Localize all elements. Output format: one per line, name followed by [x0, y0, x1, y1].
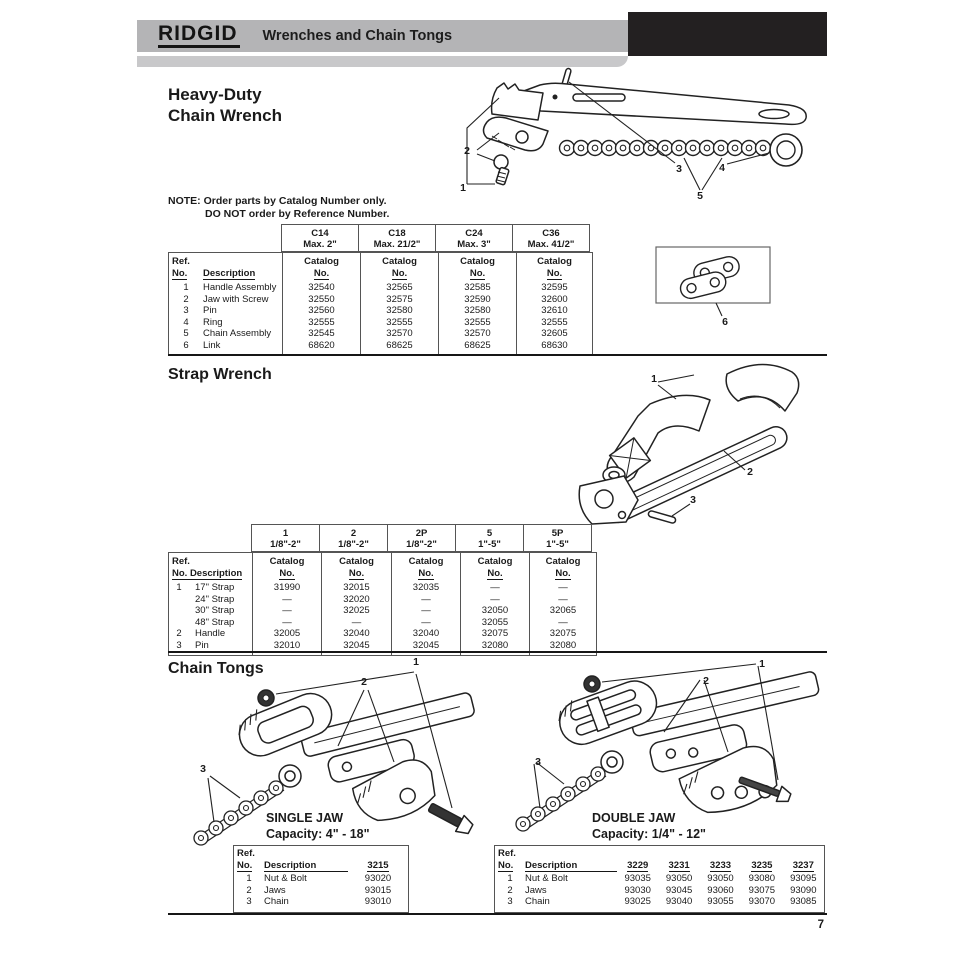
catalog-label: Catalog	[516, 253, 592, 268]
ridgid-logo: RIDGID	[158, 24, 240, 48]
catalog-number: 32080	[529, 640, 596, 656]
part-description: 30" Strap	[195, 605, 235, 616]
no-label	[498, 860, 525, 873]
catalog-number: 93050	[665, 873, 693, 884]
ref-no: 2	[183, 293, 189, 305]
lower-jaw-part	[484, 117, 549, 151]
caption-title: DOUBLE JAW	[592, 811, 676, 825]
sw-table-body	[168, 552, 597, 656]
section-title-chain-tongs: Chain Tongs	[168, 660, 264, 677]
catalog-number: 32020	[321, 594, 391, 606]
underlined-label: No.	[313, 267, 330, 279]
model-header-cell	[455, 524, 524, 552]
catalog-no-label	[438, 268, 516, 281]
ref-label: Ref.	[237, 848, 255, 859]
part-description: Chain	[525, 896, 550, 907]
catalog-number: 32545	[282, 328, 360, 340]
section-title-strap-wrench: Strap Wrench	[168, 366, 272, 383]
bolt-part	[426, 800, 475, 837]
caption-title: SINGLE JAW	[266, 811, 344, 825]
model-header-cell	[251, 524, 320, 552]
callout-1: 1	[651, 373, 657, 385]
callout-3: 3	[676, 163, 682, 175]
header-bar	[137, 20, 628, 52]
catalog-number: 32045	[391, 640, 460, 656]
catalog-number: 32040	[391, 628, 460, 640]
single-jaw-table	[233, 845, 409, 913]
model-range: Max. 21/2"	[373, 239, 421, 250]
chain-part	[560, 134, 803, 166]
model-name: 2	[350, 528, 357, 539]
catalog-label: Catalog	[252, 553, 321, 568]
ref-no: 3	[183, 305, 189, 316]
catalog-label: Catalog	[360, 253, 438, 268]
catalog-number: 32575	[360, 294, 438, 306]
catalog-number: 93030	[624, 884, 651, 896]
catalog-number: —	[460, 594, 529, 606]
catalog-number: 32550	[282, 294, 360, 306]
model-number-header	[741, 846, 782, 873]
model-name: C36	[542, 228, 560, 239]
part-description: 48" Strap	[195, 616, 235, 628]
catalog-label: Catalog	[438, 253, 516, 268]
catalog-number: 93070	[748, 896, 776, 907]
catalog-number: 32040	[321, 628, 391, 640]
catalog-label: Catalog	[529, 553, 596, 568]
callout-6: 6	[722, 316, 728, 328]
part-description: 24" Strap	[195, 593, 235, 605]
catalog-number: 32055	[460, 617, 529, 629]
ref-no: 6	[183, 339, 189, 351]
model-range: Max. 41/2"	[527, 239, 575, 250]
title-line-2: Chain Wrench	[168, 106, 282, 125]
catalog-number: 32555	[438, 317, 516, 329]
underlined-label: No.	[237, 859, 253, 871]
catalog-number: —	[321, 617, 391, 629]
catalog-number: 68620	[282, 340, 360, 356]
ref-label: Ref.	[172, 256, 190, 267]
double-jaw-table	[494, 845, 825, 913]
model-range: Max. 2"	[303, 239, 337, 250]
catalog-number: —	[252, 605, 321, 617]
model-range: 1/8"-2"	[270, 539, 301, 550]
chain-wrench-parts	[484, 68, 807, 185]
catalog-no-label	[516, 268, 592, 281]
catalog-number: 93040	[665, 896, 693, 907]
part-description: Jaws	[525, 884, 547, 896]
catalog-number: 32555	[282, 317, 360, 329]
catalog-number: 68625	[360, 340, 438, 356]
order-note	[168, 195, 389, 220]
underlined-label: 3237	[792, 859, 814, 871]
underlined-label: No. Description	[172, 567, 243, 579]
underlined-label: No.	[348, 567, 365, 579]
catalog-no-label	[391, 568, 460, 581]
catalog-number: —	[460, 580, 529, 594]
model-name: C24	[465, 228, 483, 239]
catalog-number: 93055	[707, 896, 734, 907]
ref-label: Ref.	[172, 556, 190, 567]
catalog-number: 32075	[460, 628, 529, 640]
part-description: Ring	[203, 316, 223, 328]
catalog-number: —	[529, 580, 596, 594]
underlined-label: Description	[264, 860, 348, 873]
ref-no: 3	[246, 896, 252, 907]
catalog-number: 32600	[516, 294, 592, 306]
no-label	[237, 860, 264, 873]
chain-wrench-illustration	[437, 62, 832, 212]
ref-no	[169, 617, 189, 629]
catalog-label: Catalog	[321, 553, 391, 568]
underlined-label: No.	[546, 267, 563, 279]
catalog-number: —	[529, 617, 596, 629]
model-range: 1"-5"	[478, 539, 501, 550]
catalog-number: 32585	[438, 280, 516, 294]
ref-no: 2	[507, 884, 513, 896]
catalog-number: 32560	[282, 305, 360, 317]
double-jaw-parts	[524, 671, 820, 828]
catalog-number: 93045	[665, 884, 693, 896]
section-title-chain-wrench	[168, 84, 282, 126]
underlined-label: No.	[172, 267, 188, 279]
ref-no	[169, 594, 189, 606]
underlined-label: No.	[498, 859, 514, 871]
sw-model-header	[251, 524, 592, 552]
ref-no: 2	[246, 884, 252, 896]
catalog-number: 32540	[282, 280, 360, 294]
model-header-cell	[281, 224, 359, 252]
callout-2: 2	[464, 145, 470, 157]
callout-2: 2	[747, 466, 753, 478]
callout-1: 1	[759, 658, 765, 670]
part-description: Handle Assembly	[203, 282, 277, 293]
catalog-number: 32080	[460, 640, 529, 656]
model-number-header	[658, 846, 699, 873]
catalog-number: 32010	[252, 640, 321, 656]
catalog-no-label	[360, 268, 438, 281]
callout-4: 4	[719, 162, 725, 174]
model-range: 1/8"-2"	[406, 539, 437, 550]
catalog-number: 32570	[360, 328, 438, 340]
part-description: Nut & Bolt	[525, 873, 568, 884]
spacer	[203, 253, 282, 268]
ref-no-header	[234, 846, 264, 873]
callout-3: 3	[200, 763, 206, 775]
underlined-label: Description	[203, 267, 256, 279]
catalog-number: 32075	[529, 628, 596, 640]
model-header-cell	[358, 224, 436, 252]
model-header-cell	[435, 224, 513, 252]
underlined-label: No.	[469, 267, 486, 279]
model-header-cell	[319, 524, 388, 552]
catalog-number: 32065	[529, 605, 596, 617]
catalog-number: 31990	[252, 580, 321, 594]
no-label	[169, 268, 203, 281]
ref-desc-cell	[169, 580, 252, 594]
catalog-number: 32590	[438, 294, 516, 306]
model-range: 1"-5"	[546, 539, 569, 550]
caption-capacity: Capacity: 4" - 18"	[266, 827, 370, 841]
ref-no: 1	[507, 873, 513, 884]
ref-desc-cell	[169, 628, 252, 640]
description-header	[525, 846, 617, 873]
ref-no: 1	[176, 582, 182, 593]
handle-part	[521, 83, 806, 124]
catalog-label: Catalog	[282, 253, 360, 268]
underlined-label: No.	[391, 267, 408, 279]
catalog-number: 93095	[790, 873, 817, 884]
ref-label: Ref.	[498, 848, 516, 859]
description-label	[203, 268, 282, 281]
model-number-header	[617, 846, 658, 873]
callout-1: 1	[460, 182, 466, 194]
catalog-number: 32015	[321, 580, 391, 594]
part-description: Jaw with Screw	[203, 293, 269, 305]
model-name: C18	[388, 228, 406, 239]
catalog-no-label	[460, 568, 529, 581]
model-number-header	[348, 846, 408, 873]
top-jaw-part	[553, 673, 663, 750]
part-description: Link	[203, 339, 221, 351]
cw-model-header	[281, 224, 590, 252]
ref-no: 5	[183, 328, 189, 339]
page-title: Wrenches and Chain Tongs	[262, 28, 453, 44]
ref-desc-cell	[169, 617, 252, 629]
model-number-header	[783, 846, 824, 873]
ref-desc-cell	[169, 594, 252, 606]
model-name: 5P	[551, 528, 564, 539]
ref-no: 2	[176, 628, 182, 639]
ref-no: 1	[246, 873, 252, 884]
pin-part	[648, 510, 677, 523]
model-header-cell	[512, 224, 590, 252]
catalog-number: 32555	[360, 317, 438, 329]
callout-1: 1	[413, 656, 419, 668]
callout-3: 3	[690, 494, 696, 506]
catalog-number: —	[252, 617, 321, 629]
title-line-1: Heavy-Duty	[168, 85, 262, 104]
catalog-number: —	[529, 594, 596, 606]
part-description: Pin	[195, 639, 209, 651]
underlined-label: 3233	[709, 859, 732, 871]
model-range: Max. 3"	[457, 239, 491, 250]
catalog-number: 93015	[364, 884, 392, 896]
catalog-label: Catalog	[460, 553, 529, 568]
catalog-number: —	[252, 594, 321, 606]
model-range: 1/8"-2"	[338, 539, 369, 550]
part-description: Chain	[264, 896, 289, 907]
part-description: Pin	[203, 305, 217, 316]
catalog-number: 93085	[790, 896, 817, 907]
callout-2: 2	[361, 676, 367, 688]
catalog-number: —	[391, 594, 460, 606]
catalog-number: 32580	[438, 305, 516, 317]
catalog-number: 32005	[252, 628, 321, 640]
model-name: C14	[311, 228, 329, 239]
catalog-number: 68625	[438, 340, 516, 356]
catalog-label: Catalog	[391, 553, 460, 568]
underlined-label: No.	[487, 567, 503, 579]
callout-5: 5	[697, 190, 703, 202]
catalog-number: 93025	[624, 896, 651, 907]
callout-2: 2	[703, 675, 709, 687]
ref-no: 3	[507, 896, 513, 907]
section-divider-1	[168, 354, 827, 356]
model-header-cell	[523, 524, 592, 552]
catalog-number: 32045	[321, 640, 391, 656]
model-number-header	[700, 846, 741, 873]
catalog-number: 32605	[516, 328, 592, 340]
catalog-number: —	[391, 605, 460, 617]
part-description: Nut & Bolt	[264, 873, 307, 884]
model-name: 5	[486, 528, 493, 539]
catalog-number: 32025	[321, 605, 391, 617]
ref-no	[169, 605, 189, 617]
catalog-no-label	[282, 268, 360, 281]
part-description: Handle	[195, 628, 226, 639]
part-description: Chain Assembly	[203, 328, 272, 339]
catalog-number: 32565	[360, 280, 438, 294]
single-jaw-caption	[266, 810, 370, 842]
caption-capacity: Capacity: 1/4" - 12"	[592, 827, 706, 841]
ref-no-header	[495, 846, 525, 873]
catalog-number: 32555	[516, 317, 592, 329]
catalog-number: 93060	[707, 884, 734, 896]
footer-divider	[168, 913, 827, 915]
model-name: 1	[282, 528, 289, 539]
catalog-number: 93020	[364, 873, 392, 884]
catalog-number: 32595	[516, 280, 592, 294]
catalog-no-label	[252, 568, 321, 581]
catalog-number: 93035	[624, 873, 651, 884]
catalog-number: 32570	[438, 328, 516, 340]
callout-3: 3	[535, 756, 541, 768]
catalog-number: 93010	[364, 896, 392, 907]
underlined-label: No.	[418, 567, 434, 579]
cw-table-body	[168, 252, 593, 356]
underlined-label: Description	[525, 860, 617, 873]
model-name: 2P	[415, 528, 428, 539]
catalog-number: 93075	[748, 884, 776, 896]
underlined-label: No.	[555, 567, 571, 579]
no-desc-label	[169, 568, 252, 581]
catalog-number: 68630	[516, 340, 592, 356]
note-line-2: DO NOT order by Reference Number.	[205, 207, 390, 220]
note-line-1: NOTE: Order parts by Catalog Number only.	[168, 195, 387, 207]
underlined-label: 3231	[668, 859, 690, 871]
part-description: 17" Strap	[195, 582, 235, 593]
catalog-number: 32035	[391, 580, 460, 594]
screw-part	[494, 155, 508, 169]
page-number: 7	[817, 919, 824, 931]
catalog-number: 32610	[516, 305, 592, 317]
catalog-number: 93080	[748, 873, 776, 884]
catalog-number: 32580	[360, 305, 438, 317]
catalog-number: 93090	[790, 884, 817, 896]
underlined-label: 3235	[751, 859, 773, 871]
ref-no: 4	[183, 316, 189, 328]
part-description: Jaws	[264, 884, 286, 896]
underlined-label: No.	[279, 567, 295, 579]
ref-no: 3	[176, 639, 182, 651]
underlined-label: 3215	[367, 859, 389, 871]
model-header-cell	[387, 524, 456, 552]
strap-end-part	[726, 364, 799, 411]
ref-desc-cell	[169, 605, 252, 617]
catalog-number: —	[391, 617, 460, 629]
link-detail-illustration	[650, 244, 782, 330]
catalog-no-label	[529, 568, 596, 581]
ref-no: 1	[183, 282, 189, 293]
description-header	[264, 846, 348, 873]
catalog-no-label	[321, 568, 391, 581]
underlined-label: 3229	[627, 859, 649, 871]
header-black-tab	[628, 12, 827, 56]
catalog-number: 93050	[707, 873, 734, 884]
double-jaw-caption	[592, 810, 706, 842]
catalog-number: 32050	[460, 605, 529, 617]
